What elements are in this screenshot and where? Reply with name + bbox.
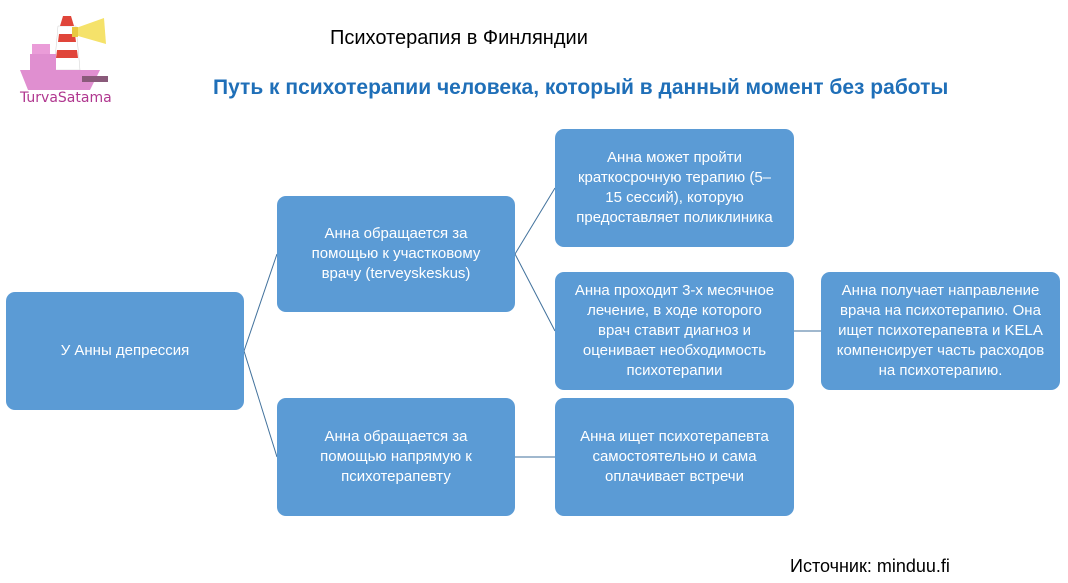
- link-gp-three: [515, 254, 555, 331]
- link-gp-short: [515, 188, 555, 254]
- node-three-month-treatment: Анна проходит 3-х месячное лечение, в ходе которого врач ставит диагноз и оценивает необходимость психотерапии: [555, 272, 794, 390]
- logo-text: TurvaSatama: [20, 90, 112, 106]
- node-kela-referral: Анна получает направление врача на психотерапию. Она ищет психотерапевта и KELA компенсирует часть расходов на психотерапию.: [821, 272, 1060, 390]
- page-title: Психотерапия в Финляндии: [330, 27, 588, 49]
- link-root-direct: [244, 351, 277, 457]
- node-self-pay: Анна ищет психотерапевта самостоятельно и сама оплачивает встречи: [555, 398, 794, 516]
- node-short-therapy: Анна может пройти краткосрочную терапию (5– 15 сессий), которую предоставляет поликлиника: [555, 129, 794, 247]
- link-root-gp: [244, 254, 277, 351]
- node-gp-visit: Анна обращается за помощью к участковому врачу (terveyskeskus): [277, 196, 515, 312]
- node-direct-therapist: Анна обращается за помощью напрямую к психотерапевту: [277, 398, 515, 516]
- source-note: Источник: minduu.fi: [790, 556, 950, 576]
- page-subtitle: Путь к психотерапии человека, который в данный момент без работы: [213, 76, 949, 99]
- node-depression: У Анны депрессия: [6, 292, 244, 410]
